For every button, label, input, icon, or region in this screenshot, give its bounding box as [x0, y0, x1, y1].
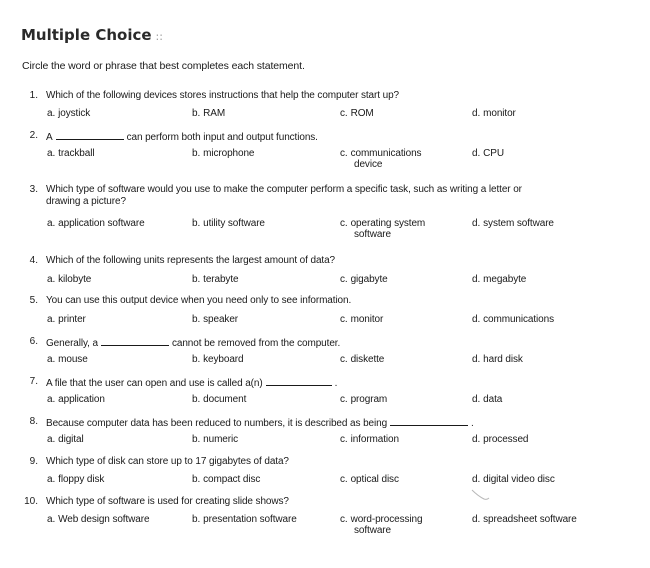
- question-number: 10.: [24, 496, 38, 507]
- choice-4a[interactable]: a. kilobyte: [47, 274, 92, 285]
- question-text: Generally, a cannot be removed from the computer.: [46, 338, 341, 349]
- choice-9b[interactable]: b. compact disc: [192, 474, 261, 485]
- pen-mark-icon: [470, 486, 492, 502]
- choice-10a[interactable]: a. Web design software: [47, 514, 150, 525]
- choice-5b[interactable]: b. speaker: [192, 314, 239, 325]
- answer-blank: [56, 130, 124, 140]
- choice-1d[interactable]: d. monitor: [472, 108, 516, 119]
- choice-3d[interactable]: d. system software: [472, 218, 554, 229]
- question-number: 2.: [29, 130, 38, 141]
- question-text: Which type of disk can store up to 17 gigabytes of data?: [46, 456, 289, 467]
- choice-8c[interactable]: c. information: [340, 434, 399, 445]
- choice-4d[interactable]: d. megabyte: [472, 274, 527, 285]
- section-title: Multiple Choice ::: [21, 26, 163, 44]
- question-text: Which type of software is used for creating slide shows?: [46, 496, 289, 507]
- choice-4c[interactable]: c. gigabyte: [340, 274, 388, 285]
- answer-blank: [101, 336, 169, 346]
- question-text: A can perform both input and output functions.: [46, 132, 318, 143]
- answer-blank: [266, 376, 332, 386]
- choice-5d[interactable]: d. communications: [472, 314, 554, 325]
- choice-8d[interactable]: d. processed: [472, 434, 529, 445]
- instructions: Circle the word or phrase that best completes each statement.: [22, 60, 305, 72]
- choice-6d[interactable]: d. hard disk: [472, 354, 523, 365]
- choice-3c[interactable]: c. operating system software: [340, 218, 426, 240]
- question-text: You can use this output device when you need only to see information.: [46, 295, 352, 306]
- choice-2b[interactable]: b. microphone: [192, 148, 255, 159]
- choice-9d[interactable]: d. digital video disc: [472, 474, 555, 485]
- choice-6a[interactable]: a. mouse: [47, 354, 88, 365]
- question-text-continued: drawing a picture?: [46, 196, 126, 207]
- question-number: 5.: [29, 295, 38, 306]
- question-text: Which of the following units represents the largest amount of data?: [46, 255, 336, 266]
- choice-8b[interactable]: b. numeric: [192, 434, 239, 445]
- choice-5a[interactable]: a. printer: [47, 314, 86, 325]
- question-number: 6.: [29, 336, 38, 347]
- choice-1a[interactable]: a. joystick: [47, 108, 91, 119]
- choice-3a[interactable]: a. application software: [47, 218, 145, 229]
- choice-5c[interactable]: c. monitor: [340, 314, 384, 325]
- choice-10b[interactable]: b. presentation software: [192, 514, 297, 525]
- choice-7b[interactable]: b. document: [192, 394, 247, 405]
- question-text: Which of the following devices stores instructions that help the computer start up?: [46, 90, 399, 101]
- choice-7c[interactable]: c. program: [340, 394, 388, 405]
- question-number: 3.: [29, 184, 38, 195]
- choice-6c[interactable]: c. diskette: [340, 354, 385, 365]
- choice-10d[interactable]: d. spreadsheet software: [472, 514, 577, 525]
- choice-2c[interactable]: c. communications device: [340, 148, 422, 170]
- choice-2d[interactable]: d. CPU: [472, 148, 504, 159]
- choice-3b[interactable]: b. utility software: [192, 218, 265, 229]
- choice-10c[interactable]: c. word-processing software: [340, 514, 423, 536]
- question-text: Because computer data has been reduced to numbers, it is described as being .: [46, 418, 474, 429]
- choice-7d[interactable]: d. data: [472, 394, 503, 405]
- choice-9c[interactable]: c. optical disc: [340, 474, 399, 485]
- question-number: 1.: [29, 90, 38, 101]
- choice-1b[interactable]: b. RAM: [192, 108, 226, 119]
- choice-9a[interactable]: a. floppy disk: [47, 474, 105, 485]
- choice-6b[interactable]: b. keyboard: [192, 354, 244, 365]
- question-number: 7.: [29, 376, 38, 387]
- choice-7a[interactable]: a. application: [47, 394, 105, 405]
- title-decoration: ::: [155, 30, 163, 43]
- question-text: A file that the user can open and use is called a(n) .: [46, 378, 338, 389]
- question-number: 8.: [29, 416, 38, 427]
- choice-1c[interactable]: c. ROM: [340, 108, 374, 119]
- question-number: 9.: [29, 456, 38, 467]
- question-text: Which type of software would you use to make the computer perform a specific task, such as writing a letter or: [46, 184, 522, 195]
- choice-4b[interactable]: b. terabyte: [192, 274, 239, 285]
- choice-2a[interactable]: a. trackball: [47, 148, 95, 159]
- choice-8a[interactable]: a. digital: [47, 434, 84, 445]
- question-number: 4.: [29, 255, 38, 266]
- answer-blank: [390, 416, 468, 426]
